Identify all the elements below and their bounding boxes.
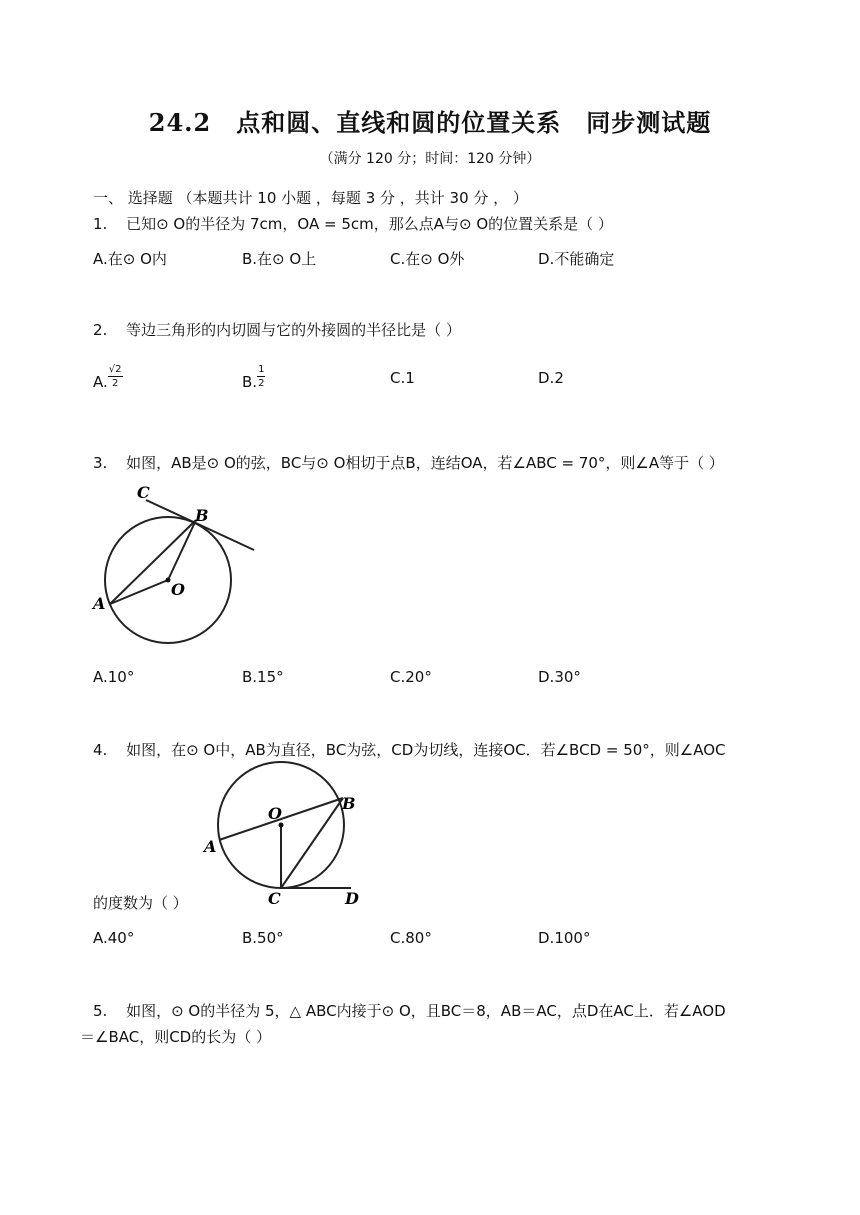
q4-figure (198, 758, 368, 910)
question-3 (93, 452, 724, 473)
q3-option-b: B.15° (242, 668, 284, 686)
question-number: 1. (93, 215, 108, 233)
question-2 (93, 319, 461, 340)
question-stem-line-2: ＝∠BAC，则CD的长为（ ） (80, 1028, 272, 1046)
fraction: $\frac{1}{2}$ (258, 364, 265, 389)
segment-oa (110, 580, 168, 604)
page-subtitle: （满分 120 分；时间：120 分钟） (319, 151, 541, 167)
question-stem: 等边三角形的内切圆与它的外接圆的半径比是（ ） (126, 321, 461, 339)
question-1 (93, 213, 613, 234)
question-5 (93, 1000, 726, 1021)
question-stem: 已知⊙ O的半径为 7cm，OA = 5cm，那么点A与⊙ O的位置关系是（ ） (126, 215, 613, 233)
question-stem-line-1: 如图，⊙ O的半径为 5，△ ABC内接于⊙ O，且BC＝8，AB＝AC，点D在AC上．若∠AOD (126, 1002, 726, 1020)
q3-option-a: A.10° (93, 668, 135, 686)
q4-option-d: D.100° (538, 929, 591, 947)
question-number: 3. (93, 454, 108, 472)
q1-option-a: A.在⊙ O内 (93, 250, 167, 268)
label-c: C (268, 889, 281, 908)
segment-ob (168, 520, 196, 580)
q2-option-b: B. $\frac{1}{2}$ (242, 364, 265, 391)
fraction: $\frac{√2}{2}$ (108, 364, 122, 389)
label-c: C (137, 483, 150, 502)
label-b: B (342, 794, 356, 813)
q1-option-b: B.在⊙ O上 (242, 250, 317, 268)
q1-option-c: C.在⊙ O外 (390, 250, 465, 268)
q3-option-c: C.20° (390, 668, 432, 686)
q2-option-d: D.2 (538, 369, 564, 387)
q2-option-c: C.1 (390, 369, 415, 387)
label-o: O (268, 804, 282, 823)
label-a: A (204, 837, 217, 856)
q3-figure (88, 478, 268, 658)
question-number: 4. (93, 741, 108, 759)
center-point (279, 823, 284, 828)
q1-option-d: D.不能确定 (538, 250, 615, 268)
label-a: A (93, 594, 106, 613)
question-4-continued: 的度数为（ ） (93, 894, 188, 912)
q4-option-a: A.40° (93, 929, 135, 947)
q2-option-a: A. $\frac{√2}{2}$ (93, 364, 122, 391)
q4-option-c: C.80° (390, 929, 432, 947)
page-title: 24.2 点和圆、直线和圆的位置关系 同步测试题 (148, 108, 712, 137)
section-heading: 一、 选择题 （本题共计 10 小题 ，每题 3 分 ，共计 30 分 ， ） (93, 189, 528, 207)
question-number: 5. (93, 1002, 108, 1020)
question-stem: 如图，AB是⊙ O的弦，BC与⊙ O相切于点B，连结OA，若∠ABC = 70°，则∠A等于（ ） (126, 454, 724, 472)
chord-bc (281, 798, 343, 888)
question-stem: 如图，在⊙ O中，AB为直径，BC为弦，CD为切线，连接OC．若∠BCD = 50°，则∠AOC (126, 741, 726, 759)
label-b: B (195, 506, 209, 525)
q3-option-d: D.30° (538, 668, 581, 686)
question-number: 2. (93, 321, 108, 339)
center-point (166, 578, 171, 583)
q4-option-b: B.50° (242, 929, 284, 947)
question-4 (93, 739, 726, 760)
label-o: O (171, 580, 185, 599)
label-d: D (345, 889, 359, 908)
